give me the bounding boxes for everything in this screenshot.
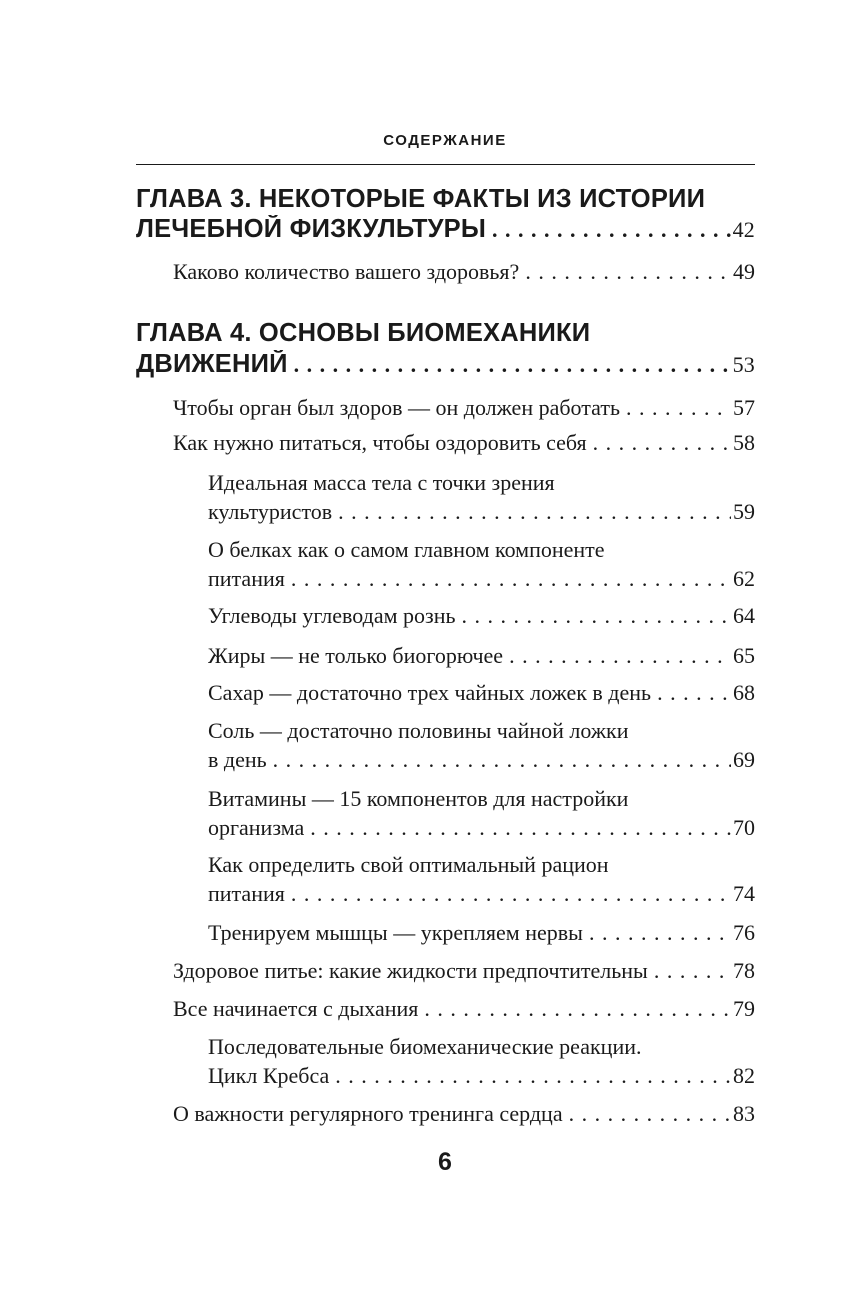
toc-entry-subsection[interactable] xyxy=(208,680,755,706)
toc-subentry-line1: Идеальная масса тела с точки зрения xyxy=(208,470,555,495)
toc-entry-title: питания xyxy=(208,566,285,591)
toc-entry-section[interactable] xyxy=(173,996,755,1022)
page-number: 6 xyxy=(438,1148,452,1176)
chapter-3-title-line1: ГЛАВА 3. НЕКОТОРЫЕ ФАКТЫ ИЗ ИСТОРИИ xyxy=(136,185,706,213)
toc-leader-dots xyxy=(651,680,731,706)
toc-entry-title: Каково количество вашего здоровья? xyxy=(173,259,520,284)
toc-leader-dots xyxy=(519,259,731,285)
toc-entry-section[interactable] xyxy=(173,430,755,456)
toc-leader-dots xyxy=(285,881,731,907)
toc-leader-dots xyxy=(648,958,731,984)
toc-entry-title: Цикл Кребса xyxy=(208,1063,330,1088)
toc-page-number: 68 xyxy=(733,680,755,705)
toc-leader-dots xyxy=(583,920,731,946)
toc-page-number: 62 xyxy=(733,566,755,591)
toc-page-number: 70 xyxy=(733,815,755,840)
toc-leader-dots xyxy=(503,643,731,669)
toc-leader-dots xyxy=(486,217,731,243)
toc-entry-section[interactable] xyxy=(173,958,755,984)
toc-page-number: 64 xyxy=(733,603,755,628)
toc-leader-dots xyxy=(329,1063,731,1089)
toc-page-number: 83 xyxy=(733,1101,755,1126)
toc-entry-chapter-3[interactable] xyxy=(136,215,755,244)
toc-entry-subsection[interactable] xyxy=(208,815,755,841)
toc-page-number: 76 xyxy=(733,920,755,945)
toc-entry-subsection[interactable] xyxy=(208,603,755,629)
toc-page-number: 42 xyxy=(732,217,755,242)
toc-subentry-line1: Как определить свой оптимальный рацион xyxy=(208,852,609,877)
toc-entry-subsection[interactable] xyxy=(208,499,755,525)
toc-entry-title: Сахар — достаточно трех чайных ложек в день xyxy=(208,680,652,705)
toc-page-number: 59 xyxy=(733,499,755,524)
toc-entry-subsection[interactable] xyxy=(208,566,755,592)
toc-leader-dots xyxy=(620,395,731,421)
toc-entry-title: Жиры — не только биогорючее xyxy=(208,643,504,668)
toc-leader-dots xyxy=(285,566,731,592)
toc-entry-subsection[interactable] xyxy=(208,747,755,773)
toc-entry-subsection[interactable] xyxy=(208,1063,755,1089)
toc-subentry-line1: Последовательные биомеханические реакции. xyxy=(208,1034,642,1059)
toc-entry-title: ЛЕЧЕБНОЙ ФИЗКУЛЬТУРЫ xyxy=(136,215,487,243)
toc-entry-title: культуристов xyxy=(208,499,333,524)
toc-page-number: 65 xyxy=(733,643,755,668)
toc-entry-subsection[interactable] xyxy=(208,920,755,946)
toc-entry-title: Тренируем мышцы — укрепляем нервы xyxy=(208,920,583,945)
toc-entry-section[interactable] xyxy=(173,395,755,421)
running-head: СОДЕРЖАНИЕ xyxy=(383,132,507,149)
toc-subentry-line1: Витамины — 15 компонентов для настройки xyxy=(208,786,629,811)
toc-subentry-line1: О белках как о самом главном компоненте xyxy=(208,537,605,562)
toc-entry-subsection[interactable] xyxy=(208,643,755,669)
toc-leader-dots xyxy=(267,747,731,773)
toc-entry-title: Как нужно питаться, чтобы оздоровить себя xyxy=(173,430,587,455)
toc-leader-dots xyxy=(288,352,731,378)
toc-entry-title: О важности регулярного тренинга сердца xyxy=(173,1101,563,1126)
toc-leader-dots xyxy=(304,815,731,841)
toc-entry-title: Все начинается с дыхания xyxy=(173,996,419,1021)
toc-entry-subsection[interactable] xyxy=(208,881,755,907)
toc-leader-dots xyxy=(456,603,732,629)
toc-entry-title: Здоровое питье: какие жидкости предпочтительны xyxy=(173,958,648,983)
toc-page-number: 49 xyxy=(733,259,755,284)
toc-entry-title: Чтобы орган был здоров — он должен работать xyxy=(173,395,620,420)
toc-entry-title: Углеводы углеводам рознь xyxy=(208,603,456,628)
toc-leader-dots xyxy=(418,996,731,1022)
chapter-4-title-line1: ГЛАВА 4. ОСНОВЫ БИОМЕХАНИКИ xyxy=(136,319,591,347)
toc-subentry-line1: Соль — достаточно половины чайной ложки xyxy=(208,718,629,743)
toc-page-number: 57 xyxy=(733,395,755,420)
toc-page-number: 78 xyxy=(733,958,755,983)
toc-leader-dots xyxy=(563,1101,731,1127)
toc-entry-title: организма xyxy=(208,815,305,840)
toc-page-number: 79 xyxy=(733,996,755,1021)
toc-entry-title: ДВИЖЕНИЙ xyxy=(136,350,288,378)
toc-entry-chapter-4[interactable] xyxy=(136,350,755,379)
toc-page-number: 69 xyxy=(733,747,755,772)
toc-entry-title: в день xyxy=(208,747,267,772)
toc-page-number: 74 xyxy=(733,881,755,906)
toc-leader-dots xyxy=(587,430,731,456)
toc-entry-title: питания xyxy=(208,881,285,906)
toc-page-number: 82 xyxy=(733,1063,755,1088)
toc-page-number: 58 xyxy=(733,430,755,455)
toc-entry-section[interactable] xyxy=(173,1101,755,1127)
header-rule xyxy=(136,164,755,165)
toc-page-number: 53 xyxy=(732,352,755,377)
toc-entry-section[interactable] xyxy=(173,259,755,285)
toc-leader-dots xyxy=(332,499,731,525)
